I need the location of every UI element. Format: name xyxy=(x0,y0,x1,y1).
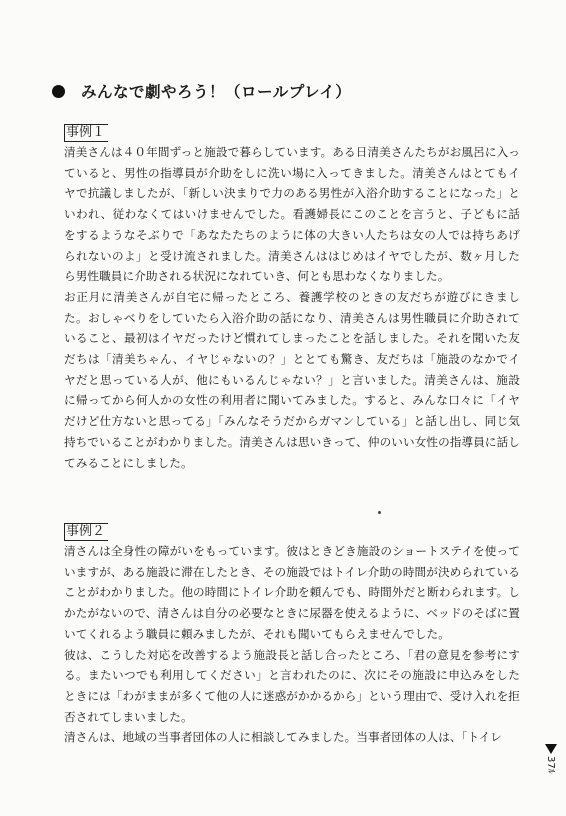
triangle-down-icon xyxy=(545,744,557,754)
stray-mark xyxy=(378,511,381,514)
case1-body xyxy=(64,142,520,473)
page-number-tab xyxy=(543,744,558,774)
case2-paragraph: 清さんは全身性の障がいをもっています。彼はときどき施設のショートステイを使っていますが、ある施設に滞在したとき、その施設ではトイレ介助の時間が決められていることがわかりました。他の時間にトイレ介助を頼んでも、時間外だと断わられます。しかたがないので、清さんは自分の必要なときに尿器を使えるように、ベッドのそばに置いてくれるよう職員に頼みましたが、それも聞いてもらえませんでした。 xyxy=(64,544,520,641)
case2-paragraph: 彼は、こうした対応を改善するよう施設長と話し合ったところ、「君の意見を参考にする。またいつでも利用してください」と言われたのに、次にその施設に申込みをしたときには「わがままが多くて他の人に迷惑がかかるから」という理由で、受け入れを拒否されてしまいました。 xyxy=(64,647,520,724)
case2-body xyxy=(64,541,520,748)
case1-paragraph: 清美さんは４０年間ずっと施設で暮らしています。ある日清美さんたちがお風呂に入っていると、男性の指導員が介助をしに洗い場に入ってきました。清美さんはとてもイヤで抗議しましたが、「新しい決まりで力のある男性が入浴介助することになった」といわれ、従わなくてはいけませんでした。看護婦長にこのことを言うと、子どもに話をするようなそぶりで「あなたたちのように体の大きい人たちは女の人では持ちあげられないのよ」と受け流されました。清美さんははじめはイヤでしたが、数ヶ月したら男性職員に介助される状況になれていき、何とも思わなくなりました。 xyxy=(64,145,520,284)
case1-paragraph: お正月に清美さんが自宅に帰ったところ、養護学校のときの友だちが遊びにきました。おしゃべりをしていたら入浴介助の話になり、清美さんは男性職員に介助されていること、最初はイヤだったけど慣れてしまったことを話しました。それを聞いた友だちは「清美ちゃん、イヤじゃないの？」ととても驚き、友だちは「施設のなかでイヤだと思っている人が、他にもいるんじゃない？」と言いました。清美さんは、施設に帰ってから何人かの女性の利用者に聞いてみました。すると、みんな口々に「イヤだけど仕方ないと思ってる」「みんなそうだからガマンしている」と話し出し、同じ気持ちでいることがわかりました。清美さんは思いきって、仲のいい女性の指導員に話してみることにしました。 xyxy=(64,289,520,470)
case1-label: 事例１ xyxy=(64,124,108,142)
section-heading xyxy=(52,80,351,102)
case2-label: 事例２ xyxy=(64,523,108,541)
page-number: 37ﾙ xyxy=(545,756,556,774)
section-heading-text: みんなで劇やろう！（ロールプレイ） xyxy=(81,83,352,101)
bullet-icon xyxy=(52,85,65,98)
case2-paragraph: 清さんは、地域の当事者団体の人に相談してみました。当事者団体の人は、「トイレ xyxy=(64,730,502,745)
